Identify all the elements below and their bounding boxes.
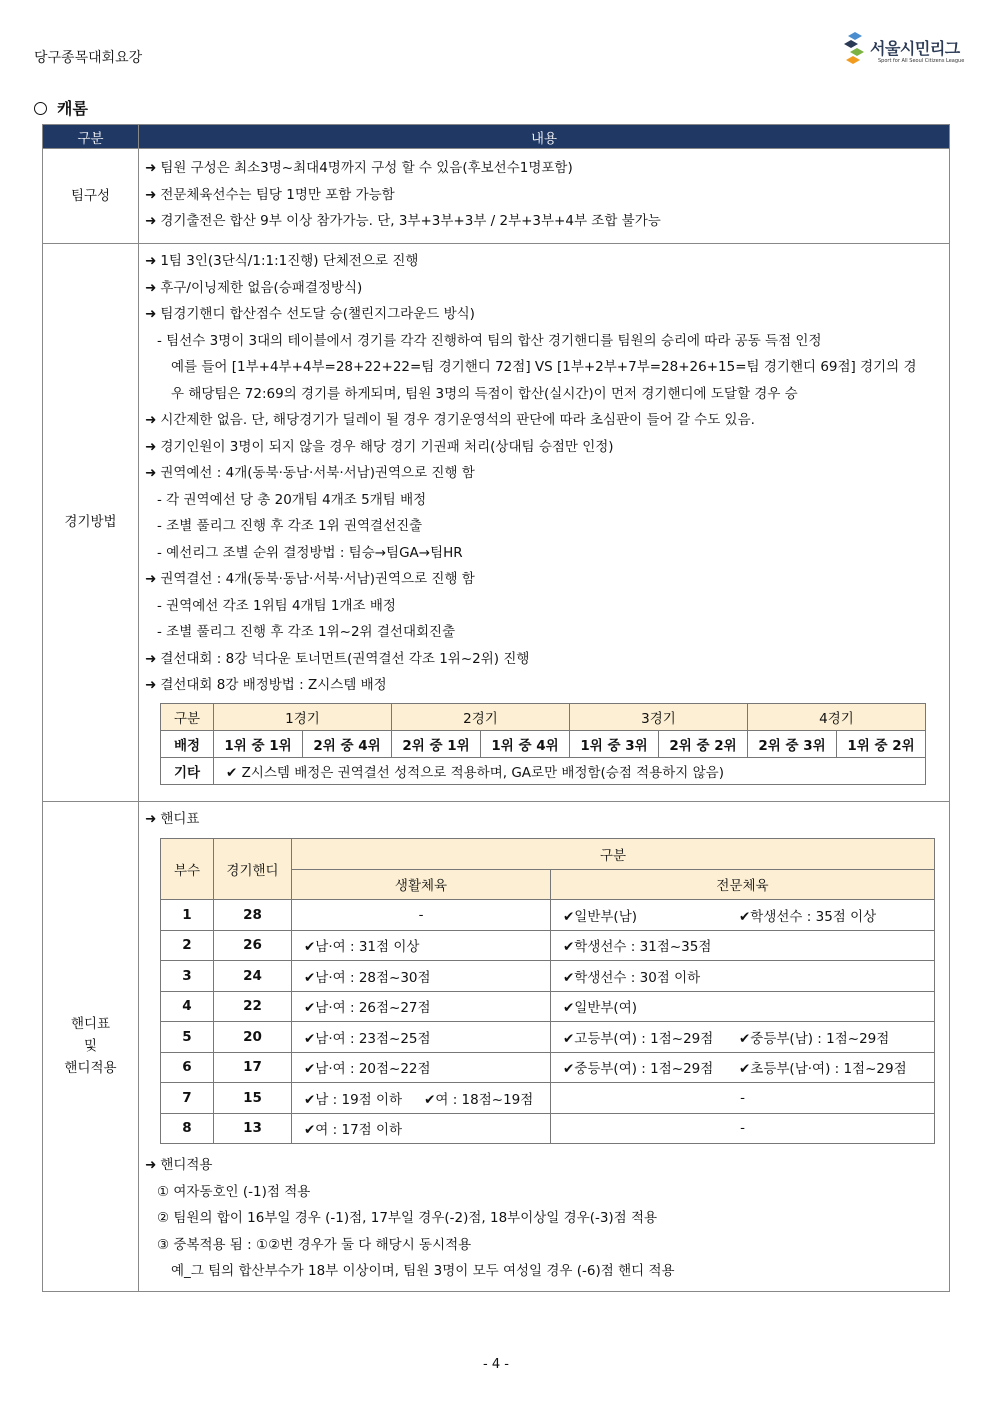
hd-pro-text: ✔중등부(여) : 1점~29점 (563, 1061, 714, 1078)
zsystem-cell: 2위 중 2위 (659, 730, 748, 757)
handicap-row (161, 930, 935, 961)
hd-pro (551, 900, 935, 931)
arrow-icon: ➜ (145, 186, 157, 203)
handicap-apply-title (145, 1152, 943, 1179)
hd-value: 26 (214, 930, 292, 961)
section-title-text: 캐롬 (57, 99, 88, 118)
hd-pro-text: ✔학생선수 : 31점~35점 (563, 939, 712, 956)
hd-col-group: 구분 (292, 839, 935, 870)
hd-col-hcp: 경기핸디 (214, 839, 292, 900)
hd-rank: 3 (161, 961, 214, 992)
handicap-apply-line: ③ 중복적용 됨 : ①②번 경우가 둘 다 해당시 동시적용 (157, 1236, 472, 1253)
logo-subtext: Sport for All Seoul Citizens League (878, 58, 965, 64)
handicap-apply-title-text: 핸디적용 (160, 1157, 213, 1173)
hd-life-text: - (418, 906, 424, 923)
hd-life (292, 1083, 551, 1114)
method-lines (145, 248, 943, 699)
method-rule-line (145, 566, 943, 593)
zsystem-table (160, 703, 926, 785)
hd-value: 17 (214, 1052, 292, 1083)
hd-pro (551, 1022, 935, 1053)
hd-value: 13 (214, 1113, 292, 1144)
team-rule-line-text: 전문체육선수는 팀당 1명만 포함 가능함 (160, 186, 395, 203)
method-rule-line (145, 248, 943, 275)
team-rule-line-text: 팀원 구성은 최소3명~최대4명까지 구성 할 수 있음(후보선수1명포함) (160, 160, 573, 177)
handicap-content (139, 801, 950, 1291)
hd-life (292, 1052, 551, 1083)
zsystem-header: 1경기 (214, 703, 392, 730)
col-header-category: 구분 (43, 125, 139, 149)
zsystem-row-label: 배정 (161, 730, 214, 757)
hd-pro-text: ✔학생선수 : 35점 이상 (739, 908, 877, 925)
hd-life-text: ✔남 : 19점 이하 (304, 1091, 403, 1108)
method-sub-line: - 권역예선 각조 1위팀 4개팀 1개조 배정 (157, 597, 396, 614)
method-content (139, 244, 950, 802)
hd-value: 15 (214, 1083, 292, 1114)
handicap-row (161, 991, 935, 1022)
handicap-label-line: 핸디적용 (64, 1060, 117, 1076)
arrow-icon: ➜ (145, 213, 157, 230)
hd-life (292, 1022, 551, 1053)
hd-pro-text: - (740, 1120, 745, 1137)
rules-table (42, 124, 950, 1292)
section-title (34, 96, 88, 119)
hd-pro-text: ✔고등부(여) : 1점~29점 (563, 1030, 714, 1047)
method-rule-line-text: 결선대회 8강 배정방법 : Z시스템 배정 (160, 677, 387, 693)
method-sub-line: - 팀선수 3명이 3대의 테이블에서 경기를 각각 진행하여 팀의 합산 경기핸디를 팀원의 승리에 따라 공동 득점 인정 (157, 332, 822, 349)
zsystem-cell: 1위 중 1위 (214, 730, 303, 757)
hd-life (292, 900, 551, 931)
hd-rank: 7 (161, 1083, 214, 1114)
handicap-row (161, 1022, 935, 1053)
method-rule-line-text: 경기인원이 3명이 되지 않을 경우 해당 경기 기권패 처리(상대팀 승점만 인정) (160, 438, 614, 455)
hd-life-text: ✔남·여 : 26점~27점 (304, 1000, 431, 1017)
arrow-icon: ➜ (145, 677, 157, 693)
hd-rank: 1 (161, 900, 214, 931)
hd-pro-text: ✔초등부(남·여) : 1점~29점 (739, 1061, 907, 1078)
hd-life-text: ✔남·여 : 23점~25점 (304, 1030, 431, 1047)
method-rule-line (145, 460, 943, 487)
hd-life-text: ✔여 : 17점 이하 (304, 1122, 403, 1139)
document-header-title: 당구종목대회요강 (34, 50, 143, 66)
method-rule-line (145, 275, 943, 302)
hd-pro-text: ✔일반부(남) (563, 908, 638, 925)
hd-life-text: ✔남·여 : 31점 이상 (304, 939, 420, 956)
hd-rank: 8 (161, 1113, 214, 1144)
hd-life (292, 961, 551, 992)
logo-mark-icon (842, 32, 868, 66)
row-label-team: 팀구성 (43, 149, 139, 244)
hd-rank: 2 (161, 930, 214, 961)
arrow-icon: ➜ (145, 306, 157, 322)
hd-col-rank: 부수 (161, 839, 214, 900)
arrow-icon: ➜ (145, 465, 157, 481)
handicap-apply-line: 예_그 팀의 합산부수가 18부 이상이며, 팀원 3명이 모두 여성일 경우 (-6)점 핸디 적용 (171, 1263, 675, 1279)
page-number: - 4 - (483, 1357, 509, 1372)
method-rule-line-text: 1팀 3인(3단식/1:1:1진행) 단체전으로 진행 (160, 253, 419, 269)
arrow-icon: ➜ (145, 810, 157, 827)
hd-value: 28 (214, 900, 292, 931)
hd-life (292, 930, 551, 961)
hd-pro-text: ✔학생선수 : 30점 이하 (563, 969, 701, 986)
arrow-icon: ➜ (145, 412, 157, 428)
handicap-rows (161, 900, 935, 1144)
hd-rank: 4 (161, 991, 214, 1022)
team-content (139, 149, 950, 244)
team-rule-line (145, 182, 943, 209)
handicap-row (161, 900, 935, 931)
arrow-icon: ➜ (145, 253, 157, 269)
hd-pro (551, 1113, 935, 1144)
method-rule-line-text: 결선대회 : 8강 넉다운 토너먼트(권역결선 각조 1위~2위) 진행 (160, 650, 530, 667)
hd-life-text: ✔남·여 : 20점~22점 (304, 1061, 431, 1078)
row-label-method: 경기방법 (43, 244, 139, 802)
handicap-table (160, 838, 935, 1144)
hd-value: 20 (214, 1022, 292, 1053)
hd-pro (551, 991, 935, 1022)
handicap-label-line: 핸디표 (70, 1016, 111, 1032)
handicap-label-line: 및 (83, 1038, 98, 1054)
method-sub-line: - 예선리그 조별 순위 결정방법 : 팀승→팀GA→팀HR (157, 544, 463, 561)
hd-rank: 5 (161, 1022, 214, 1053)
arrow-icon: ➜ (145, 571, 157, 587)
method-continuation-line: 예를 들어 [1부+4부+4부=28+22+22=팀 경기핸디 72점] VS [1부+2부+7부=28+26+15=팀 경기핸디 69점] 경기의 경 (171, 359, 917, 375)
hd-rank: 6 (161, 1052, 214, 1083)
zsystem-cell: 2위 중 4위 (303, 730, 392, 757)
hd-life (292, 991, 551, 1022)
hd-value: 24 (214, 961, 292, 992)
hd-pro-text: ✔일반부(여) (563, 1000, 638, 1017)
arrow-icon: ➜ (145, 438, 157, 455)
zsystem-cell: 1위 중 2위 (837, 730, 926, 757)
hd-col-life: 생활체육 (292, 869, 551, 900)
hd-life (292, 1113, 551, 1144)
team-rule-line-text: 경기출전은 합산 9부 이상 참가가능. 단, 3부+3부+3부 / 2부+3부+4부 조합 불가능 (160, 213, 661, 230)
col-header-content: 내용 (139, 125, 950, 149)
method-sub-line: - 조별 풀리그 진행 후 각조 1위~2위 결선대회진출 (157, 624, 456, 640)
row-label-handicap (43, 801, 139, 1291)
team-rule-line (145, 155, 943, 182)
zsystem-note-label: 기타 (161, 757, 214, 784)
handicap-row (161, 961, 935, 992)
circle-bullet-icon (34, 102, 47, 115)
method-sub-line: - 각 권역예선 당 총 20개팀 4개조 5개팀 배정 (157, 491, 427, 508)
team-rule-line (145, 208, 943, 235)
hd-pro (551, 930, 935, 961)
zsystem-cell: 2위 중 3위 (748, 730, 837, 757)
method-rule-line (145, 434, 943, 461)
logo-text: 서울시민리그 (870, 39, 960, 58)
arrow-icon: ➜ (145, 160, 157, 177)
method-rule-line-text: 권역예선 : 4개(동북·동남·서북·서남)권역으로 진행 함 (160, 465, 475, 481)
method-rule-line-text: 팀경기핸디 합산점수 선도달 승(챌린지그라운드 방식) (160, 306, 475, 322)
handicap-apply-line: ② 팀원의 합이 16부일 경우 (-1)점, 17부일 경우(-2)점, 18부이상일 경우(-3)점 적용 (157, 1210, 658, 1226)
hd-pro-text: ✔중등부(남) : 1점~29점 (739, 1030, 890, 1047)
zsystem-header: 3경기 (570, 703, 748, 730)
method-rule-line (145, 301, 943, 328)
handicap-apply-line: ① 여자동호인 (-1)점 적용 (157, 1183, 311, 1200)
arrow-icon: ➜ (145, 650, 157, 667)
seoul-league-logo (842, 32, 965, 72)
hd-pro-text: - (740, 1089, 745, 1106)
method-sub-line: - 조별 풀리그 진행 후 각조 1위 권역결선진출 (157, 518, 423, 534)
handicap-table-title-text: 핸디표 (160, 810, 200, 827)
hd-life-text: ✔여 : 18점~19점 (424, 1091, 534, 1108)
method-continuation-line: 우 해당팀은 72:69의 경기를 하게되며, 팀원 3명의 득점이 합산(실시간)이 먼저 경기핸디에 도달할 경우 승 (171, 385, 798, 402)
method-rule-line (145, 672, 943, 699)
handicap-row (161, 1052, 935, 1083)
handicap-table-title (145, 806, 943, 833)
handicap-row (161, 1113, 935, 1144)
handicap-row (161, 1083, 935, 1114)
method-rule-line-text: 시간제한 없음. 단, 해당경기가 딜레이 될 경우 경기운영석의 판단에 따라 초심판이 들어 갈 수도 있음. (160, 412, 755, 428)
hd-pro (551, 1083, 935, 1114)
hd-value: 22 (214, 991, 292, 1022)
hd-col-pro: 전문체육 (551, 869, 935, 900)
method-rule-line (145, 646, 943, 673)
method-rule-line (145, 407, 943, 434)
zsystem-cell: 1위 중 3위 (570, 730, 659, 757)
arrow-icon: ➜ (145, 1157, 157, 1173)
zsystem-header: 2경기 (392, 703, 570, 730)
arrow-icon: ➜ (145, 279, 157, 296)
method-rule-line-text: 후구/이닝제한 없음(승패결정방식) (160, 279, 363, 296)
method-rule-line-text: 권역결선 : 4개(동북·동남·서북·서남)권역으로 진행 함 (160, 571, 475, 587)
zsystem-note: ✔ Z시스템 배정은 권역결선 성적으로 적용하며, GA로만 배정함(승점 적용하지 않음) (214, 757, 926, 784)
hd-pro (551, 961, 935, 992)
zsystem-cell: 1위 중 4위 (481, 730, 570, 757)
handicap-apply-lines (145, 1179, 943, 1285)
hd-life-text: ✔남·여 : 28점~30점 (304, 969, 431, 986)
hd-pro (551, 1052, 935, 1083)
zsystem-header: 구분 (161, 703, 214, 730)
zsystem-cell: 2위 중 1위 (392, 730, 481, 757)
zsystem-header: 4경기 (748, 703, 926, 730)
